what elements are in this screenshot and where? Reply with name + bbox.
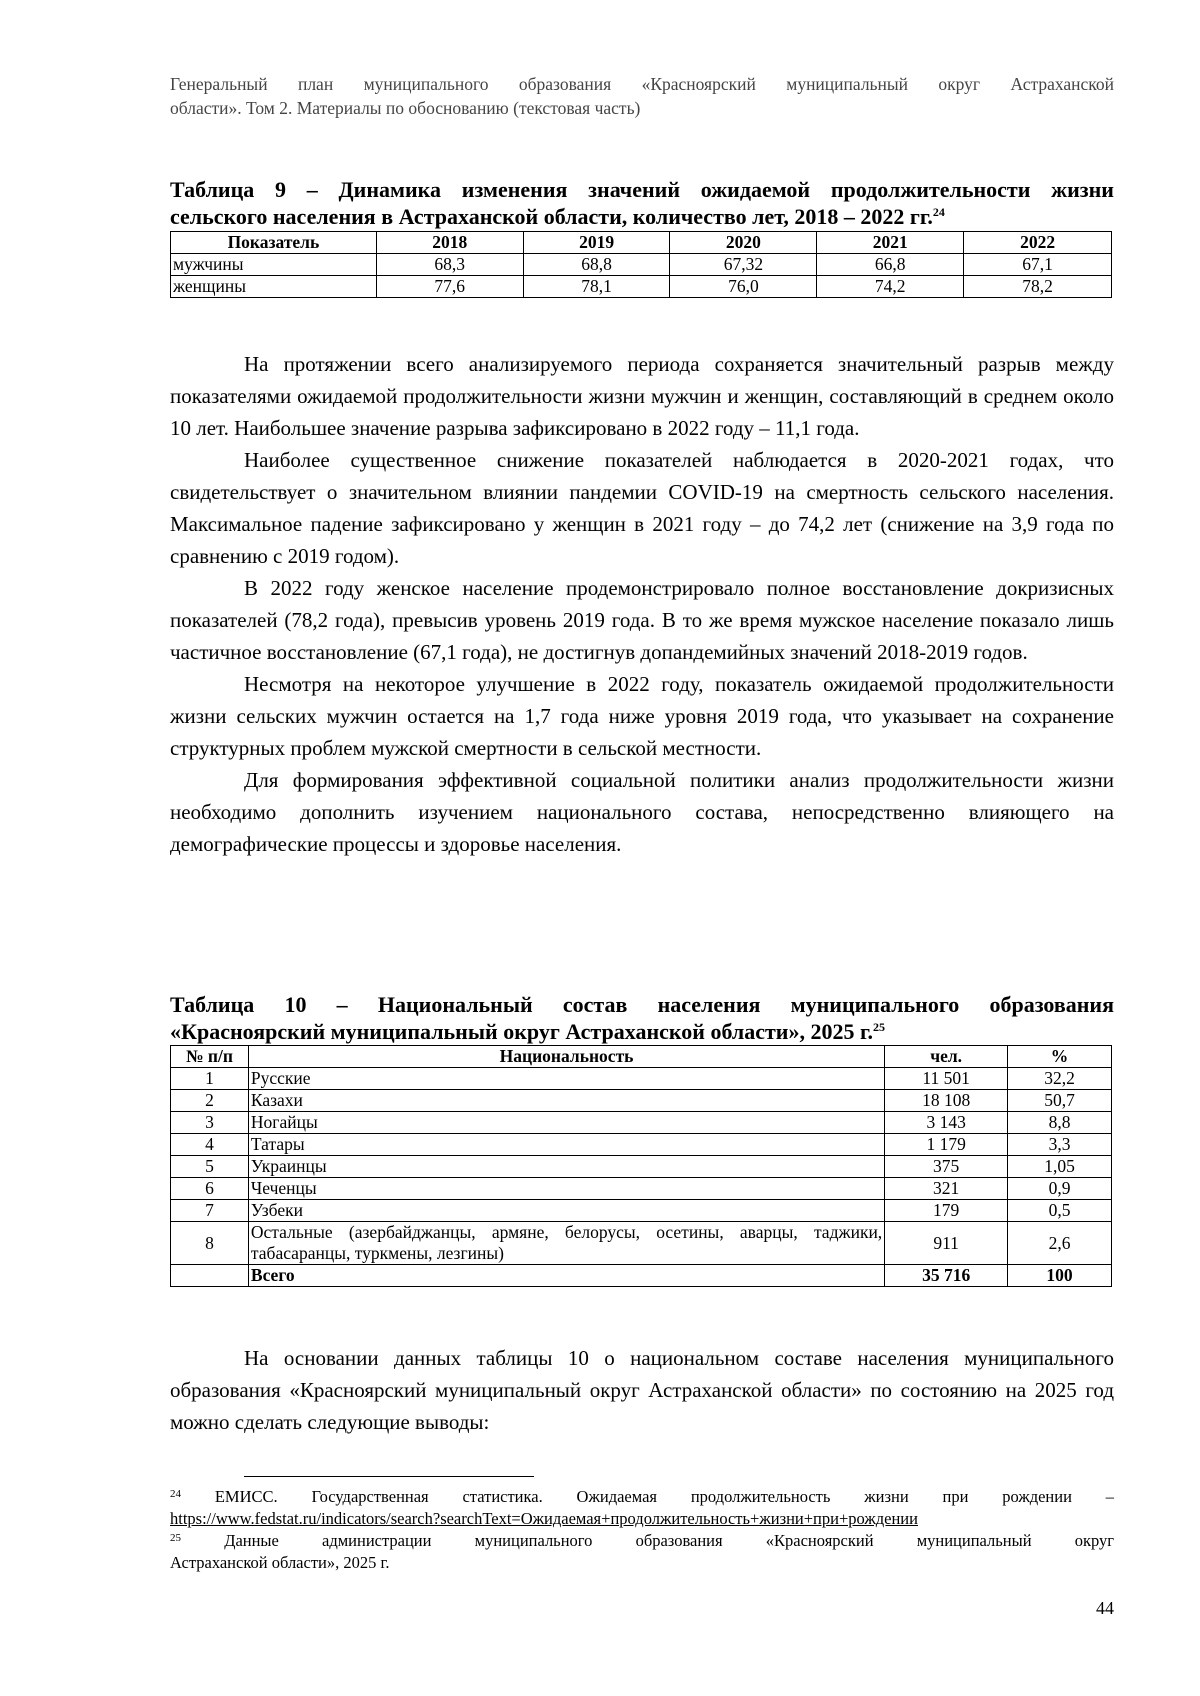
table-row <box>171 1090 1112 1112</box>
footnote-text: Астраханской области», 2025 г. <box>170 1553 390 1572</box>
table10-caption <box>170 991 1114 1045</box>
table9-cell: 66,8 <box>817 254 964 276</box>
table9-header-cell: 2020 <box>670 232 817 254</box>
paragraph: На протяжении всего анализируемого периода сохраняется значительный разрыв между показателями ожидаемой продолжительности жизни мужчин и женщин, составляющий в среднем около 10 лет. Наибольшее значение разрыва зафиксировано в 2022 году – 11,1 года. <box>170 352 1114 440</box>
table9-caption-line-1: Таблица 9 – Динамика изменения значений ожидаемой продолжительности жизни <box>170 177 1114 202</box>
table10-cell: 3 143 <box>885 1112 1008 1134</box>
table10-cell: 32,2 <box>1008 1068 1112 1090</box>
table9-header-row <box>171 232 1112 254</box>
footnote-text: Данные администрации муниципального образования «Красноярский муниципальный округ <box>224 1531 1115 1550</box>
table10-cell: 2,6 <box>1008 1222 1112 1265</box>
table9-cell: 78,2 <box>964 276 1112 298</box>
table10-cell: 179 <box>885 1200 1008 1222</box>
table-row <box>171 1178 1112 1200</box>
table10-cell: 3 <box>171 1112 249 1134</box>
table9-row-label: мужчины <box>171 254 377 276</box>
table10-cell: 1 <box>171 1068 249 1090</box>
table10-cell: 50,7 <box>1008 1090 1112 1112</box>
header-line-2: области». Том 2. Материалы по обоснованию (текстовая часть) <box>170 98 641 118</box>
table10-cell: 5 <box>171 1156 249 1178</box>
footnote-ref-25[interactable]: 25 <box>873 1020 885 1034</box>
table10-total-percent: 100 <box>1008 1265 1112 1287</box>
table10-cell: Чеченцы <box>248 1178 884 1200</box>
footnote-24 <box>170 1486 1114 1530</box>
table10-caption-line-1: Таблица 10 – Национальный состав населения муниципального образования <box>170 992 1114 1017</box>
table10-cell: 911 <box>885 1222 1008 1265</box>
paragraph: Наиболее существенное снижение показателей наблюдается в 2020-2021 годах, что свидетельствует о значительном влиянии пандемии COVID-19 на смертность сельского населения. Максимальное падение зафиксировано у женщин в 2021 году – до 74,2 лет (снижение на 3,9 года по сравнению с 2019 годом). <box>170 448 1114 568</box>
table10-cell <box>171 1265 249 1287</box>
table10-header-cell: № п/п <box>171 1046 249 1068</box>
table9-header-cell: 2022 <box>964 232 1112 254</box>
table9-cell: 68,8 <box>523 254 670 276</box>
table9-header-cell: 2021 <box>817 232 964 254</box>
table10-cell: 0,9 <box>1008 1178 1112 1200</box>
table10-header-row <box>171 1046 1112 1068</box>
footnote-25 <box>170 1530 1114 1574</box>
page-header <box>170 72 1114 120</box>
table10-header-cell: чел. <box>885 1046 1008 1068</box>
table9-cell: 76,0 <box>670 276 817 298</box>
table-row <box>171 1222 1112 1265</box>
table-row <box>171 254 1112 276</box>
paragraph: В 2022 году женское население продемонстрировало полное восстановление докризисных показателей (78,2 года), превысив уровень 2019 года. В то же время мужское население показало лишь частичное восстановление (67,1 года), не достигнув допандемийных значений 2018-2019 годов. <box>170 576 1114 664</box>
table10-cell: 1,05 <box>1008 1156 1112 1178</box>
table-row <box>171 1068 1112 1090</box>
paragraph: На основании данных таблицы 10 о национальном составе населения муниципального образования «Красноярский муниципальный округ Астраханской области» по состоянию на 2025 год можно сделать следующие выводы: <box>170 1346 1114 1434</box>
table10-cell: 8,8 <box>1008 1112 1112 1134</box>
footnote-link[interactable]: https://www.fedstat.ru/indicators/search?searchText=Ожидаемая+продолжительность+жизни+при+рождении <box>170 1509 918 1528</box>
table-row <box>171 1112 1112 1134</box>
table10-cell: Узбеки <box>248 1200 884 1222</box>
table-row <box>171 1200 1112 1222</box>
table10-cell: 11 501 <box>885 1068 1008 1090</box>
table10-cell: Ногайцы <box>248 1112 884 1134</box>
table9-caption <box>170 176 1114 230</box>
footnote-separator <box>244 1476 534 1477</box>
table-row <box>171 276 1112 298</box>
footnote-text: ЕМИСС. Государственная статистика. Ожидаемая продолжительность жизни при рождении – <box>214 1487 1115 1506</box>
table9-row-label: женщины <box>171 276 377 298</box>
table10-cell: Украинцы <box>248 1156 884 1178</box>
table10 <box>170 1045 1112 1287</box>
body-text-1 <box>170 348 1114 860</box>
table10-total-row <box>171 1265 1112 1287</box>
page-number: 44 <box>1096 1598 1114 1618</box>
table9-header-cell: 2018 <box>376 232 523 254</box>
table10-cell: 7 <box>171 1200 249 1222</box>
table10-caption-line-2: «Красноярский муниципальный округ Астраханской области», 2025 г.$^{25}$ <box>170 1019 885 1044</box>
table10-cell: 375 <box>885 1156 1008 1178</box>
table9-cell: 68,3 <box>376 254 523 276</box>
table10-total-label: Всего <box>248 1265 884 1287</box>
table10-cell: 8 <box>171 1222 249 1265</box>
table10-cell: 1 179 <box>885 1134 1008 1156</box>
table10-cell: Русские <box>248 1068 884 1090</box>
table9-cell: 74,2 <box>817 276 964 298</box>
table-row <box>171 1156 1112 1178</box>
table10-cell: 2 <box>171 1090 249 1112</box>
table9-cell: 67,1 <box>964 254 1112 276</box>
table10-cell: 0,5 <box>1008 1200 1112 1222</box>
paragraph: Несмотря на некоторое улучшение в 2022 году, показатель ожидаемой продолжительности жизни сельских мужчин остается на 1,7 года ниже уровня 2019 года, что указывает на сохранение структурных проблем мужской смертности в сельской местности. <box>170 672 1114 760</box>
table9-cell: 78,1 <box>523 276 670 298</box>
footnote-number: 25 <box>170 1532 181 1544</box>
table-row <box>171 1134 1112 1156</box>
table10-cell: Остальные (азербайджанцы, армяне, белорусы, осетины, аварцы, таджики, табасаранцы, туркмены, лезгины) <box>248 1222 884 1265</box>
body-text-2 <box>170 1342 1114 1438</box>
footnote-ref-24[interactable]: 24 <box>932 205 945 219</box>
table10-cell: Казахи <box>248 1090 884 1112</box>
table9-caption-line-2: сельского населения в Астраханской области, количество лет, 2018 – 2022 гг.$^{24}$ <box>170 204 945 229</box>
table10-cell: 6 <box>171 1178 249 1200</box>
table10-cell: Татары <box>248 1134 884 1156</box>
table9 <box>170 231 1112 298</box>
table9-header-cell: Показатель <box>171 232 377 254</box>
table10-total-count: 35 716 <box>885 1265 1008 1287</box>
table9-header-cell: 2019 <box>523 232 670 254</box>
footnote-number: 24 <box>170 1488 181 1500</box>
table10-header-cell: Национальность <box>248 1046 884 1068</box>
table10-cell: 18 108 <box>885 1090 1008 1112</box>
table10-cell: 3,3 <box>1008 1134 1112 1156</box>
header-line-1: Генеральный план муниципального образования «Красноярский муниципальный округ Астраханской <box>170 74 1114 94</box>
footnotes <box>170 1486 1114 1574</box>
table9-cell: 67,32 <box>670 254 817 276</box>
table10-header-cell: % <box>1008 1046 1112 1068</box>
table10-cell: 321 <box>885 1178 1008 1200</box>
table9-cell: 77,6 <box>376 276 523 298</box>
table10-cell: 4 <box>171 1134 249 1156</box>
paragraph: Для формирования эффективной социальной политики анализ продолжительности жизни необходимо дополнить изучением национального состава, непосредственно влияющего на демографические процессы и здоровье населения. <box>170 768 1114 856</box>
